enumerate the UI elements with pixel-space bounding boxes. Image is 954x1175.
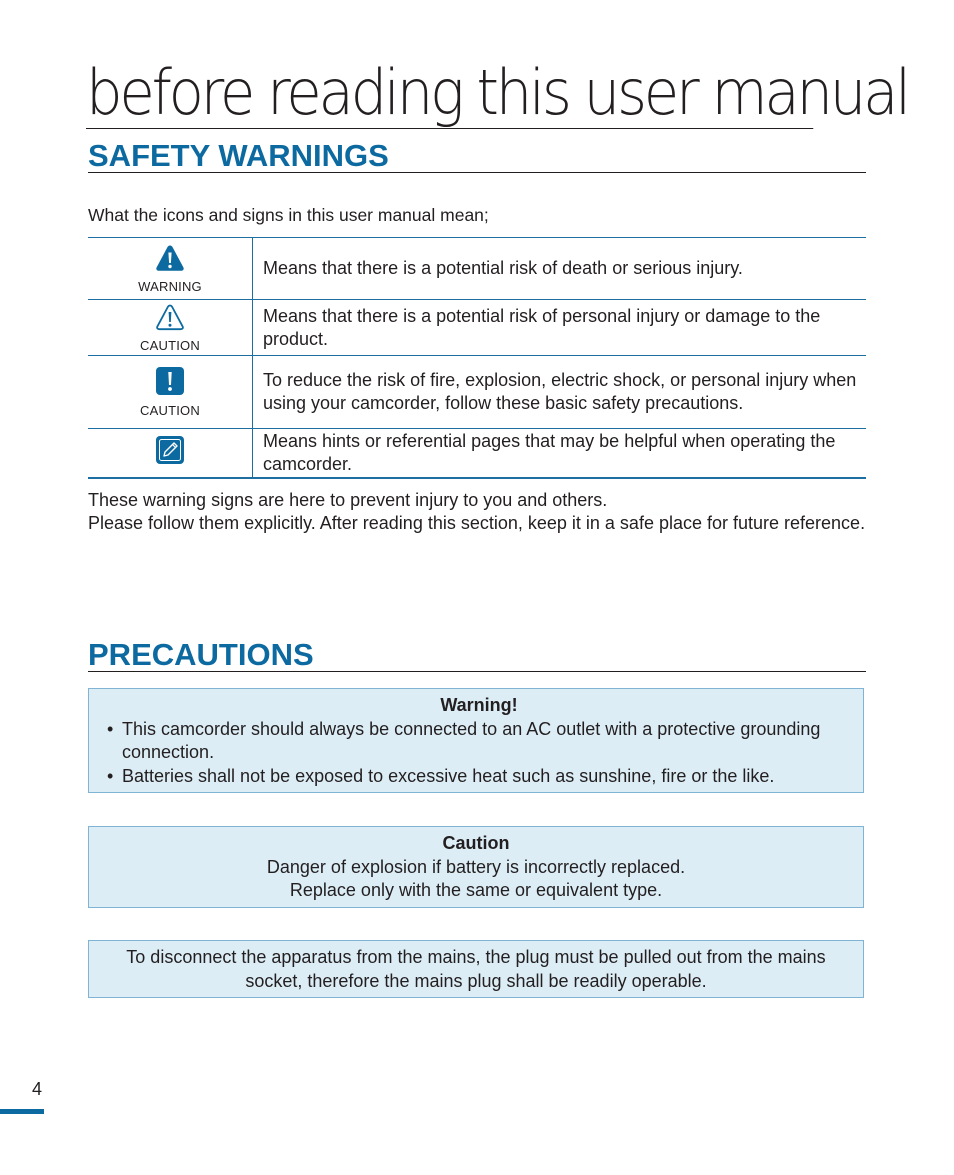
- table-row: [88, 238, 866, 300]
- warning-filled-triangle-icon: [155, 244, 185, 277]
- caution-notice-box: [88, 826, 864, 908]
- caution-description: Means that there is a potential risk of personal injury or damage to the product.: [253, 300, 867, 356]
- list-item: • This camcorder should always be connected to an AC outlet with a protective grounding connection.: [107, 718, 851, 765]
- precautions-heading: PRECAUTIONS: [88, 638, 866, 672]
- caution-label: CAUTION: [140, 337, 200, 353]
- caution-exclamation-square-icon: [155, 366, 185, 401]
- caution-notice-title: Caution: [442, 833, 510, 853]
- table-row: [88, 300, 866, 356]
- caution-outline-triangle-icon: [155, 303, 185, 336]
- warning-list: [107, 718, 851, 789]
- note-description: Means hints or referential pages that may be helpful when operating the camcorder.: [253, 429, 867, 478]
- note-pencil-icon: [155, 435, 185, 470]
- caution-label: CAUTION: [140, 403, 200, 418]
- table-row: [88, 429, 866, 478]
- warning-notice-title: Warning!: [440, 695, 518, 715]
- signs-table: [88, 237, 866, 479]
- caution-line: Replace only with the same or equivalent type.: [289, 880, 663, 900]
- precautions-description: To reduce the risk of fire, explosion, electric shock, or personal injury when using your camcorder, follow these basic safety precautions.: [253, 356, 867, 429]
- after-text-line: These warning signs are here to prevent injury to you and others.: [88, 490, 608, 510]
- icons-intro-text: What the icons and signs in this user manual mean;: [88, 205, 489, 225]
- warning-label: WARNING: [138, 278, 202, 294]
- warning-notice-box: [88, 688, 864, 793]
- mains-notice-box: [88, 940, 864, 998]
- warning-signs-note: [88, 489, 868, 535]
- after-text-line: Please follow them explicitly. After reading this section, keep it in a safe place for future reference.: [88, 513, 866, 533]
- warning-description: Means that there is a potential risk of death or serious injury.: [253, 238, 867, 300]
- page-number: 4: [32, 1079, 43, 1099]
- safety-warnings-heading: SAFETY WARNINGS: [88, 139, 866, 173]
- page-number-bar: [0, 1109, 44, 1114]
- caution-line: Danger of explosion if battery is incorrectly replaced.: [266, 856, 686, 877]
- table-row: [88, 356, 866, 429]
- page-title: before reading this user manual: [86, 56, 908, 129]
- mains-notice-text: To disconnect the apparatus from the mains, the plug must be pulled out from the mains socket, therefore the mains plug shall be readily operable.: [126, 947, 826, 991]
- list-item: • Batteries shall not be exposed to excessive heat such as sunshine, fire or the like.: [107, 765, 851, 789]
